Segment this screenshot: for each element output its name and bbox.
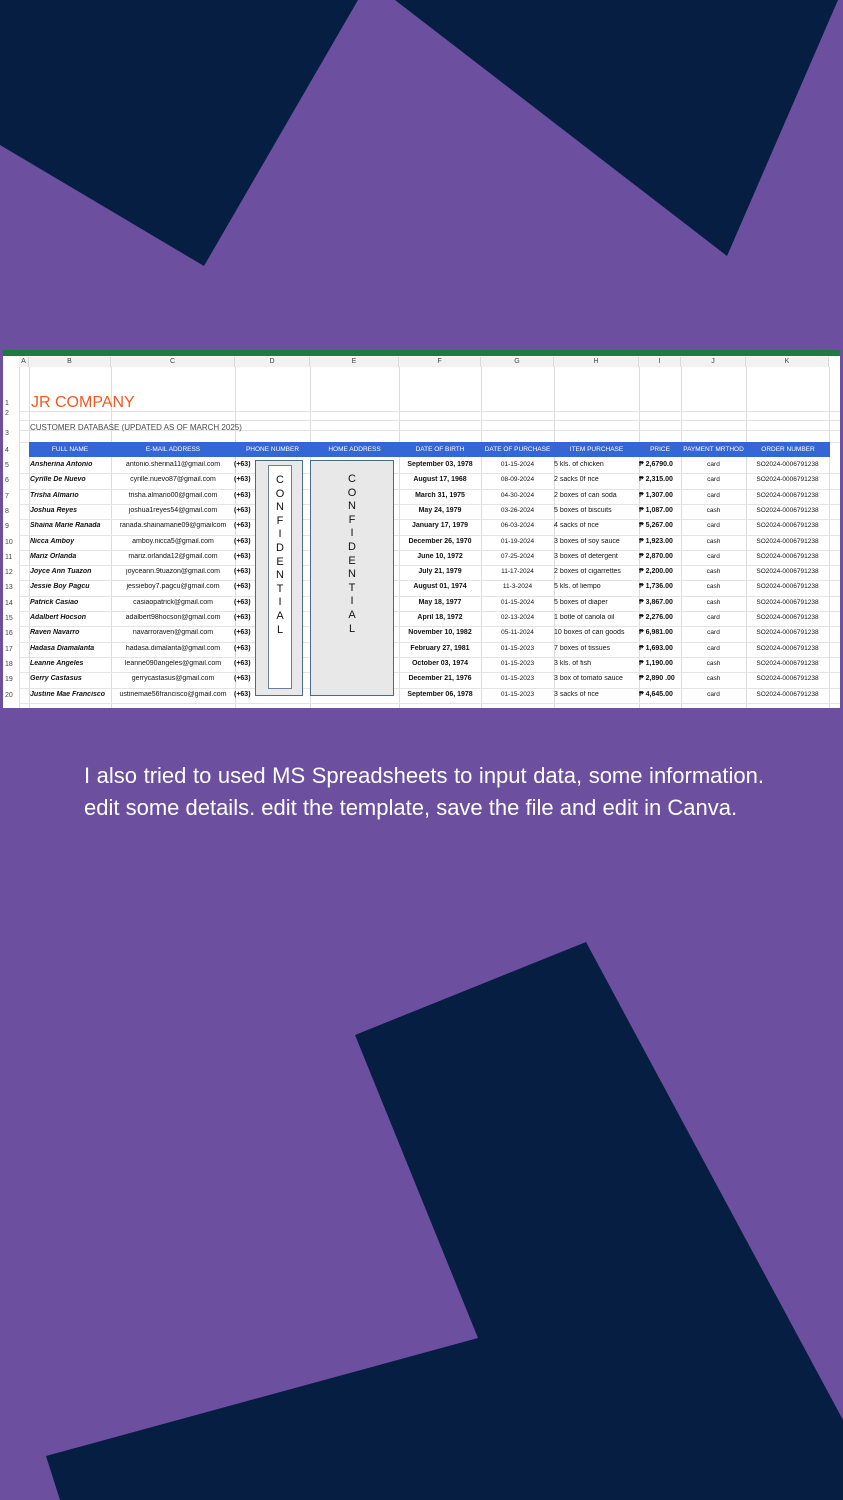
cell-dop[interactable]: 08-09-2024 <box>500 476 535 484</box>
grid-line <box>19 504 840 505</box>
grid-line <box>19 535 840 536</box>
grid-line <box>19 550 840 551</box>
cell-name[interactable]: Raven Navarro <box>30 629 80 637</box>
grid-line <box>19 420 840 421</box>
row-number-13[interactable]: 13 <box>5 584 13 592</box>
confidential-letter: N <box>276 569 284 582</box>
cell-email[interactable]: cyrille.nuevo87@gmail.com <box>130 476 216 484</box>
cell-dop[interactable]: 07-25-2024 <box>500 552 535 560</box>
ribbon-strip <box>3 350 840 356</box>
cell-dop[interactable]: 05-11-2024 <box>501 629 534 637</box>
grid-line <box>19 411 840 412</box>
cell-phone[interactable]: (+63) <box>234 629 251 637</box>
cell-price[interactable]: ₱ 5,267.00 <box>639 522 673 530</box>
cell-name[interactable]: Shaina Marie Ranada <box>30 522 101 530</box>
cell-item[interactable]: 2 boxes of can soda <box>554 491 617 499</box>
cell-phone[interactable]: (+63) <box>234 614 251 621</box>
confidential-letter: N <box>348 568 356 581</box>
cell-order[interactable]: SO2024-0006791238 <box>756 552 819 560</box>
cell-price[interactable]: ₱ 2,200.00 <box>639 568 673 576</box>
cell-dob[interactable]: July 21, 1979 <box>418 568 462 576</box>
cell-dop[interactable]: 11-3-2024 <box>502 583 533 591</box>
confidential-letter: O <box>347 486 357 499</box>
row-number-10[interactable]: 10 <box>5 538 13 546</box>
cell-payment[interactable]: cash <box>706 506 721 514</box>
header-date-of-birth[interactable]: DATE OF BIRTH <box>415 446 465 453</box>
row-number-12[interactable]: 12 <box>5 569 13 577</box>
cell-dob[interactable]: March 31, 1975 <box>415 491 465 499</box>
cell-name[interactable]: Gerry Castasus <box>30 675 82 683</box>
cell-item[interactable]: 2 sacks 0f rice <box>554 476 599 484</box>
row-number-4[interactable]: 4 <box>5 447 9 454</box>
cell-dob[interactable]: April 18, 1972 <box>417 614 463 621</box>
row-number-15[interactable]: 15 <box>5 615 13 622</box>
confidential-letter: I <box>350 595 354 608</box>
confidential-letter: T <box>348 581 356 594</box>
top-right-dark-shape <box>395 0 838 256</box>
confidential-letter: C <box>348 473 356 485</box>
cell-email[interactable]: gerrycastasus@gmail.com <box>131 675 215 683</box>
cell-order[interactable]: SO2024-0006791238 <box>756 629 819 637</box>
cell-price[interactable]: ₱ 1,693.00 <box>639 644 673 652</box>
column-header-f[interactable]: F <box>399 357 481 367</box>
cell-payment[interactable]: cash <box>706 675 721 683</box>
cell-phone[interactable]: (+63) <box>234 690 251 698</box>
cell-dob[interactable]: August 01, 1974 <box>413 583 467 591</box>
cell-order[interactable]: SO2024-0006791238 <box>756 506 819 514</box>
cell-phone[interactable]: (+63) <box>234 552 251 560</box>
confidential-letter: N <box>348 500 356 513</box>
confidential-letter: F <box>276 514 284 527</box>
confidential-text <box>269 474 291 637</box>
cell-payment[interactable]: card <box>707 461 720 468</box>
cell-phone[interactable]: (+63) <box>234 568 251 576</box>
cell-item[interactable]: 5 boxes of diaper <box>554 598 608 606</box>
cell-payment[interactable]: card <box>707 690 720 698</box>
cell-dob[interactable]: September 03, 1978 <box>407 461 473 468</box>
cell-name[interactable]: Justine Mae Francisco <box>30 690 106 698</box>
column-header-b[interactable]: B <box>29 357 111 367</box>
cell-name[interactable]: Nicca Amboy <box>30 537 75 545</box>
bottom-dark-shape <box>46 942 843 1500</box>
confidential-letter: D <box>348 540 356 553</box>
grid-line <box>19 565 840 566</box>
column-header-c[interactable]: C <box>111 357 235 367</box>
column-header-g[interactable]: G <box>481 357 554 367</box>
grid-line <box>19 688 840 689</box>
confidential-letter: F <box>348 513 356 526</box>
cell-phone[interactable]: (+63) <box>234 644 251 652</box>
cell-item[interactable]: 5 boxes of biscuits <box>554 506 612 514</box>
grid-line <box>19 642 840 643</box>
cell-dob[interactable]: June 10, 1972 <box>417 552 463 560</box>
spreadsheet-screenshot <box>3 350 840 708</box>
cell-name[interactable]: Joshua Reyes <box>30 506 78 514</box>
cell-price[interactable]: ₱ 6,981.00 <box>639 629 673 637</box>
cell-dop[interactable]: 04-30-2024 <box>500 491 535 499</box>
cell-payment[interactable]: card <box>707 614 720 621</box>
cell-name[interactable]: Cyrille De Nuevo <box>30 476 86 484</box>
cell-payment[interactable]: card <box>707 476 720 484</box>
cell-item[interactable]: 3 sacks of rice <box>554 690 599 698</box>
cell-phone[interactable]: (+63) <box>234 537 251 545</box>
row-number-9[interactable]: 9 <box>5 523 9 531</box>
cell-email[interactable]: casiaopatrick@gmail.com <box>133 598 213 606</box>
cell-price[interactable]: ₱ 2,870.00 <box>639 552 673 560</box>
cell-dop[interactable]: 11-17-2024 <box>501 568 534 576</box>
cell-dop[interactable]: 06-03-2024 <box>500 522 535 530</box>
cell-dob[interactable]: May 18, 1977 <box>418 598 462 606</box>
cell-order[interactable]: SO2024-0006791238 <box>756 598 819 606</box>
header-payment-mrthod[interactable]: PAYMENT MRTHOD <box>683 446 744 453</box>
confidential-letter: A <box>348 608 356 621</box>
cell-payment[interactable]: card <box>707 552 720 560</box>
confidential-letter: L <box>348 622 356 635</box>
cell-phone[interactable]: (+63) <box>234 522 251 530</box>
header-full-name[interactable]: FULL NAME <box>51 446 89 453</box>
cell-payment[interactable]: cash <box>706 568 721 576</box>
cell-payment[interactable]: card <box>707 644 720 652</box>
grid-line <box>19 626 840 627</box>
confidential-letter: I <box>278 528 282 541</box>
cell-dop[interactable]: 01-15-2024 <box>500 598 535 606</box>
cell-dop[interactable]: 01-15-2023 <box>500 690 535 698</box>
cell-phone[interactable]: (+63) <box>234 506 251 514</box>
cell-item[interactable]: 3 boxes of detergent <box>554 552 618 560</box>
confidential-letter: E <box>348 554 356 567</box>
header-date-of-purchase[interactable]: DATE OF PURCHASE <box>484 446 551 453</box>
cell-price[interactable]: ₱ 1,087.00 <box>639 506 673 514</box>
row-number-14[interactable]: 14 <box>5 599 13 607</box>
cell-email[interactable]: jessieboy7.pagcu@gmail.com <box>126 583 220 591</box>
row-number-11[interactable]: 11 <box>5 553 13 561</box>
row-number-16[interactable]: 16 <box>5 630 13 638</box>
cell-dop[interactable]: 01-15-2024 <box>500 461 535 468</box>
column-header-e[interactable]: E <box>310 357 399 367</box>
address-confidential-box <box>310 460 394 696</box>
cell-email[interactable]: hadasa.dimalanta@gmail.com <box>125 644 221 652</box>
cell-dop[interactable]: 02-13-2024 <box>500 614 535 621</box>
cell-dob[interactable]: January 17, 1979 <box>411 522 469 530</box>
cell-dob[interactable]: October 03, 1974 <box>411 659 469 667</box>
cell-email[interactable]: mariz.orlanda12@gmail.com <box>128 552 218 560</box>
grid-line <box>19 473 840 474</box>
row-number-2[interactable]: 2 <box>5 410 9 417</box>
grid-line <box>19 519 840 520</box>
column-header-j[interactable]: J <box>681 357 746 367</box>
cell-name[interactable]: Jessie Boy Pagcu <box>30 583 90 591</box>
confidential-letter: L <box>276 623 284 636</box>
cell-price[interactable]: ₱ 4,645.00 <box>639 690 673 698</box>
cell-email[interactable]: ranada.shainamarie09@gmailcom <box>119 522 227 530</box>
grid-line <box>19 596 840 597</box>
table-header-row <box>29 442 830 457</box>
cell-order[interactable]: SO2024-0006791238 <box>756 659 819 667</box>
column-header-a[interactable]: A <box>19 357 29 367</box>
cell-price[interactable]: ₱ 3,867.00 <box>639 598 673 606</box>
cell-dob[interactable]: November 10, 1982 <box>408 629 472 637</box>
row-number-7[interactable]: 7 <box>5 492 9 500</box>
row-number-6[interactable]: 6 <box>5 477 9 485</box>
cell-name[interactable]: Joyce Ann Tuazon <box>30 568 92 576</box>
cell-phone[interactable]: (+63) <box>234 659 251 667</box>
grid-line <box>19 672 840 673</box>
cell-email[interactable]: joshua1reyes54@gmail.com <box>128 506 218 514</box>
column-header-i[interactable]: I <box>639 357 681 367</box>
cell-item[interactable]: 4 sacks of rice <box>554 522 599 530</box>
cell-order[interactable]: SO2024-0006791238 <box>756 690 819 698</box>
cell-dob[interactable]: September 06, 1978 <box>407 690 473 698</box>
cell-phone[interactable]: (+63) <box>234 461 251 468</box>
row-number-8[interactable]: 8 <box>5 507 9 515</box>
cell-order[interactable]: SO2024-0006791238 <box>756 522 819 530</box>
cell-email[interactable]: navarroraven@gmail.com <box>132 629 214 637</box>
confidential-letter: T <box>276 582 284 595</box>
cell-order[interactable]: SO2024-0006791238 <box>756 491 819 499</box>
cell-email[interactable]: ustinemae56francisco@gmail.com <box>119 690 227 698</box>
cell-email[interactable]: amboy.nicca5@gmail.com <box>132 537 214 545</box>
cell-dop[interactable]: 01-15-2023 <box>500 644 535 652</box>
row-number-19[interactable]: 19 <box>5 676 13 684</box>
caption-text: I also tried to used MS Spreadsheets to input data, some information. edit some details. edit the template, save the file and edit in Canva. <box>84 763 764 820</box>
cell-name[interactable]: Adalbert Hocson <box>30 614 87 621</box>
cell-payment[interactable]: card <box>707 522 720 530</box>
header-price[interactable]: PRICE <box>650 446 670 453</box>
row-number-3[interactable]: 3 <box>5 430 9 437</box>
cell-payment[interactable]: card <box>707 629 720 637</box>
cell-name[interactable]: Hadasa Diamalanta <box>30 644 95 652</box>
confidential-letter: N <box>276 501 284 514</box>
cell-dop[interactable]: 01-15-2023 <box>500 675 535 683</box>
cell-price[interactable]: ₱ 2,890 .00 <box>639 675 675 683</box>
cell-payment[interactable]: cash <box>706 598 721 606</box>
row-number-18[interactable]: 18 <box>5 660 13 668</box>
cell-item[interactable]: 5 kls. of liempo <box>554 583 601 591</box>
cell-email[interactable]: adalbert98hocson@gmail.com <box>125 614 221 621</box>
confidential-letter: O <box>275 487 285 500</box>
confidential-letter: C <box>276 474 284 486</box>
cell-email[interactable]: antonio.sherina11@gmail.com <box>125 461 221 468</box>
cell-item[interactable]: 10 boxes of can goods <box>554 629 625 637</box>
cell-price[interactable]: ₱ 1,736.00 <box>639 583 673 591</box>
cell-price[interactable]: ₱ 2,315.00 <box>639 476 673 484</box>
cell-phone[interactable]: (+63) <box>234 476 251 484</box>
row-number-17[interactable]: 17 <box>5 645 13 653</box>
phone-confidential-box <box>255 460 303 696</box>
cell-name[interactable]: Trisha Almario <box>30 491 79 499</box>
cell-name[interactable]: Mariz Orlanda <box>30 552 77 560</box>
cell-price[interactable]: ₱ 1,190.00 <box>639 659 673 667</box>
grid-line <box>19 703 840 704</box>
cell-payment[interactable]: cash <box>706 537 721 545</box>
cell-dop[interactable]: 01-15-2023 <box>500 659 535 667</box>
cell-name[interactable]: Leanne Angeles <box>30 659 84 667</box>
cell-payment[interactable]: cash <box>706 583 721 591</box>
sheet-subtitle: CUSTOMER DATABASE (UPDATED AS OF MARCH 2025) <box>30 423 242 432</box>
cell-phone[interactable]: (+63) <box>234 583 251 591</box>
cell-order[interactable]: SO2024-0006791238 <box>756 644 819 652</box>
cell-dop[interactable]: 01-19-2024 <box>500 537 535 545</box>
cell-phone[interactable]: (+63) <box>234 598 251 606</box>
cell-dob[interactable]: February 27, 1981 <box>410 644 470 652</box>
cell-price[interactable]: ₱ 1,307.00 <box>639 491 673 499</box>
cell-email[interactable]: joyceann.9tuazon@gmail.com <box>126 568 220 576</box>
cell-item[interactable]: 1 botle of canola oil <box>554 614 615 621</box>
cell-item[interactable]: 3 box of tomato sauce <box>554 675 623 683</box>
header-e-mail-address[interactable]: E-MAIL ADDRESS <box>145 446 201 453</box>
cell-order[interactable]: SO2024-0006791238 <box>756 568 819 576</box>
cell-item[interactable]: 2 boxes of cigarrettes <box>554 568 621 576</box>
grid-line <box>19 657 840 658</box>
cell-email[interactable]: leanne090angeles@gmail.com <box>124 659 222 667</box>
column-header-k[interactable]: K <box>746 357 829 367</box>
confidential-letter: A <box>276 609 284 622</box>
cell-dob[interactable]: December 26, 1970 <box>408 537 472 545</box>
cell-order[interactable]: SO2024-0006791238 <box>756 614 819 621</box>
cell-item[interactable]: 5 kls. of chicken <box>554 461 604 468</box>
cell-item[interactable]: 3 boxes of soy sauce <box>554 537 620 545</box>
cell-order[interactable]: SO2024-0006791238 <box>756 461 819 468</box>
cell-dob[interactable]: May 24, 1979 <box>418 506 462 514</box>
cell-price[interactable]: ₱ 1,923.00 <box>639 537 673 545</box>
row-number-20[interactable]: 20 <box>5 691 13 699</box>
column-header-h[interactable]: H <box>554 357 639 367</box>
confidential-letter: I <box>278 596 282 609</box>
row-number-1[interactable]: 1 <box>5 400 9 407</box>
row-number-5[interactable]: 5 <box>5 462 9 469</box>
cell-dop[interactable]: 03-26-2024 <box>500 506 535 514</box>
column-header-d[interactable]: D <box>235 357 310 367</box>
confidential-text <box>313 473 391 636</box>
cell-item[interactable]: 3 kls. of fish <box>554 659 591 667</box>
confidential-letter: E <box>276 555 284 568</box>
cell-dob[interactable]: December 21, 1976 <box>408 675 472 683</box>
cell-phone[interactable]: (+63) <box>234 491 251 499</box>
cell-payment[interactable]: cash <box>706 659 721 667</box>
cell-name[interactable]: Ansherina Antonio <box>30 461 93 468</box>
confidential-letter: D <box>276 541 284 554</box>
header-phone-number[interactable]: PHONE NUMBER <box>245 446 300 453</box>
confidential-letter: I <box>350 527 354 540</box>
cell-order[interactable]: SO2024-0006791238 <box>756 476 819 484</box>
cell-item[interactable]: 7 boxes of tissues <box>554 644 611 652</box>
grid-line <box>19 489 840 490</box>
cell-order[interactable]: SO2024-0006791238 <box>756 537 819 545</box>
header-home-address[interactable]: HOME ADDRESS <box>328 446 381 453</box>
top-left-dark-shape <box>0 0 358 266</box>
cell-order[interactable]: SO2024-0006791238 <box>756 675 819 683</box>
header-order-number[interactable]: ORDER NUMBER <box>761 446 815 453</box>
grid-line <box>19 580 840 581</box>
cell-phone[interactable]: (+63) <box>234 675 251 683</box>
grid-line <box>19 611 840 612</box>
header-item-purchase[interactable]: ITEM PURCHASE <box>569 446 624 453</box>
company-name: JR COMPANY <box>31 394 135 411</box>
cell-payment[interactable]: card <box>707 491 720 499</box>
cell-name[interactable]: Patrick Casiao <box>30 598 79 606</box>
cell-dob[interactable]: August 17, 1968 <box>413 476 467 484</box>
cell-price[interactable]: ₱ 2,276.00 <box>639 614 673 621</box>
cell-order[interactable]: SO2024-0006791238 <box>756 583 819 591</box>
cell-email[interactable]: trisha.almario00@gmail.com <box>128 491 218 499</box>
cell-price[interactable]: ₱ 2,6790.0 <box>639 461 673 468</box>
